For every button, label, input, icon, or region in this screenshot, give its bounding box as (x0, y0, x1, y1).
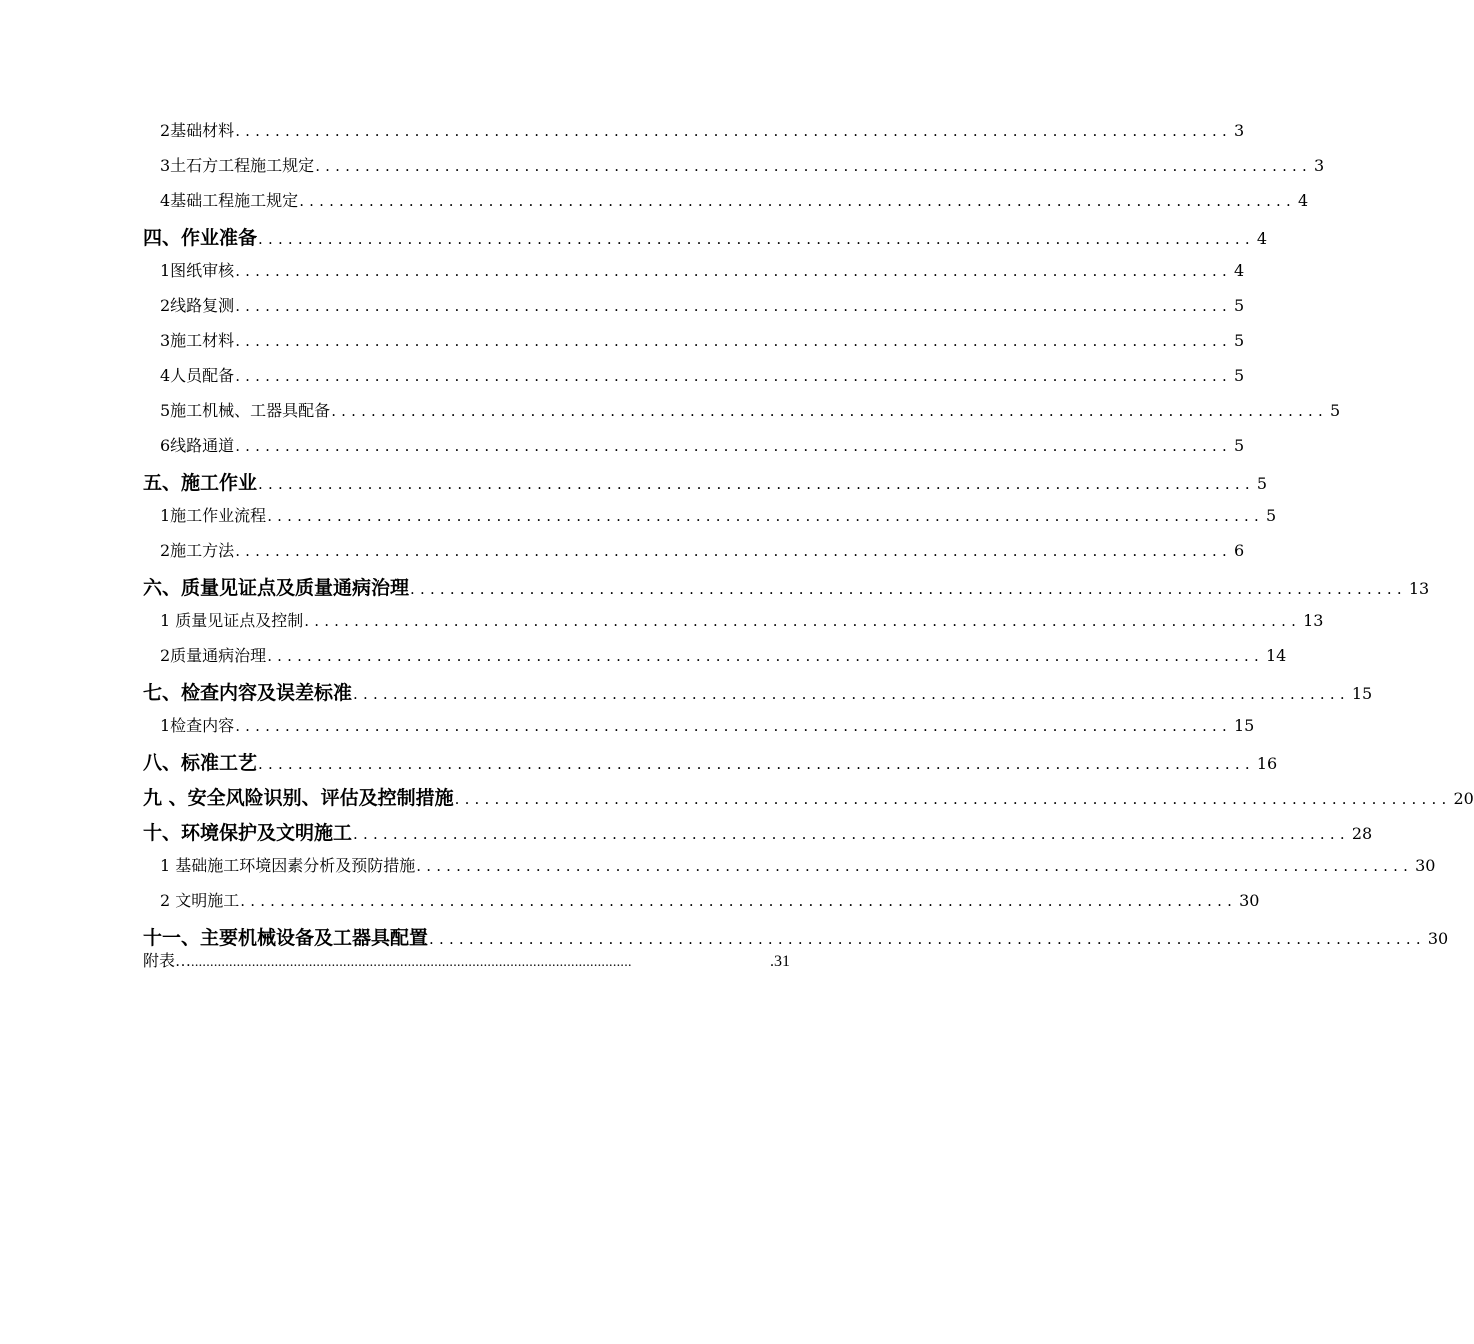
toc-appendix-label: 附表… (143, 953, 192, 970)
toc-entry[interactable] (143, 643, 1287, 678)
toc-leader-dots: .................................................................................................... (258, 755, 1255, 773)
toc-leader-dots: .................................................................................................... (235, 717, 1232, 735)
toc-page-number: 5 (1266, 506, 1277, 525)
toc-entry[interactable] (143, 293, 1245, 328)
toc-section-entry[interactable] (143, 223, 1268, 258)
toc-leader-dots: .................................................................................................... (410, 580, 1407, 598)
toc-entry-label: 2施工方法 (160, 541, 235, 560)
toc-page-number: 4 (1234, 261, 1245, 280)
toc-leader-dots: .................................................................................................... (235, 262, 1232, 280)
toc-page-number: 4 (1298, 191, 1309, 210)
toc-leader-dots: .................................................................................................... (267, 507, 1264, 525)
toc-entry-label: 2 文明施工 (160, 891, 240, 910)
toc-entry-label: 1 基础施工环境因素分析及预防措施 (160, 856, 416, 875)
toc-leader-dots: .................................................................................................... (304, 612, 1302, 630)
toc-entry-label: 1施工作业流程 (160, 506, 267, 525)
toc-leader-dots: .................................................................................................... (235, 297, 1232, 315)
toc-entry-label: 4人员配备 (160, 366, 235, 385)
toc-entry[interactable] (143, 153, 1325, 188)
toc-section-entry[interactable] (143, 573, 1430, 608)
toc-leader-dots: .................................................................................................... (353, 825, 1350, 843)
toc-page-number: 14 (1266, 646, 1287, 665)
toc-entry[interactable] (143, 853, 1436, 888)
toc-entry[interactable] (143, 118, 1245, 153)
toc-section-entry[interactable] (143, 748, 1278, 783)
toc-section-label: 七、检查内容及误差标准 (143, 682, 353, 704)
toc-leader-dots: .................................................................................................... (416, 857, 1414, 875)
toc-section-entry[interactable] (143, 678, 1373, 713)
toc-entry-label: 3土石方工程施工规定 (160, 156, 315, 175)
toc-page-number: 5 (1330, 401, 1341, 420)
toc-entry[interactable] (143, 503, 1277, 538)
toc-entry-label: 2质量通病治理 (160, 646, 267, 665)
toc-section-label: 十一、主要机械设备及工器具配置 (143, 927, 429, 949)
toc-leader-dots: .................................................................................................... (235, 332, 1232, 350)
toc-page-number: 5 (1234, 296, 1245, 315)
toc-page-number: 13 (1303, 611, 1324, 630)
toc-section-label: 九 、安全风险识别、评估及控制措施 (143, 787, 454, 809)
toc-entry[interactable] (143, 608, 1324, 643)
toc-entry-label: 6线路通道 (160, 436, 235, 455)
toc-entry-label: 2基础材料 (160, 121, 235, 140)
toc-section-label: 五、施工作业 (143, 472, 258, 494)
toc-leader-dots: .................................................................................................... (315, 157, 1312, 175)
toc-entry-label: 1图纸审核 (160, 261, 235, 280)
toc-page-number: 16 (1256, 754, 1278, 773)
toc-page-number: 5 (1234, 436, 1245, 455)
toc-section-label: 六、质量见证点及质量通病治理 (143, 577, 410, 599)
toc-leader-dots: .................................................................................................................... (191, 955, 632, 970)
toc-page-number: 3 (1314, 156, 1325, 175)
toc-entry-label: 5施工机械、工器具配备 (160, 401, 331, 420)
toc-leader-dots: .................................................................................................... (235, 437, 1232, 455)
toc-page-number: 5 (1234, 366, 1245, 385)
toc-page-number: 3 (1234, 121, 1245, 140)
toc-entry[interactable] (143, 433, 1245, 468)
toc-page-number: 6 (1234, 541, 1245, 560)
toc-page-number: 5 (1234, 331, 1245, 350)
toc-appendix-entry[interactable] (143, 948, 808, 968)
toc-leader-dots: .................................................................................................... (240, 892, 1238, 910)
toc-entry-label: 1检查内容 (160, 716, 235, 735)
toc-leader-dots: .................................................................................................... (235, 367, 1232, 385)
toc-entry[interactable] (143, 363, 1245, 398)
toc-page-number: 20 (1453, 789, 1474, 808)
toc-section-label: 四、作业准备 (143, 227, 258, 249)
toc-page-number: 28 (1351, 824, 1373, 843)
toc-entry[interactable] (143, 713, 1255, 748)
toc-section-entry[interactable] (143, 783, 1474, 818)
toc-leader-dots: .................................................................................................... (267, 647, 1264, 665)
toc-page-number: 30 (1427, 929, 1449, 948)
toc-entry[interactable] (143, 328, 1245, 363)
toc-entry[interactable] (143, 888, 1260, 923)
table-of-contents (143, 118, 1474, 970)
toc-entry-label: 4基础工程施工规定 (160, 191, 299, 210)
toc-leader-dots: .................................................................................................... (258, 475, 1255, 493)
toc-leader-dots: .................................................................................................... (353, 685, 1350, 703)
toc-page-number: 30 (1239, 891, 1260, 910)
toc-leader-dots: .................................................................................................... (299, 192, 1296, 210)
toc-section-entry[interactable] (143, 818, 1373, 853)
toc-page-number: 4 (1256, 229, 1268, 248)
toc-section-entry[interactable] (143, 468, 1268, 503)
toc-entry[interactable] (143, 188, 1309, 223)
toc-page-number: 15 (1234, 716, 1255, 735)
toc-section-label: 十、环境保护及文明施工 (143, 822, 353, 844)
toc-leader-dots: .................................................................................................... (454, 790, 1452, 808)
toc-page-number: 15 (1351, 684, 1373, 703)
toc-leader-dots: .................................................................................................... (235, 122, 1232, 140)
toc-section-label: 八、标准工艺 (143, 752, 258, 774)
toc-entry-label: 1 质量见证点及控制 (160, 611, 304, 630)
toc-entry[interactable] (143, 398, 1341, 433)
toc-entry[interactable] (143, 258, 1245, 293)
toc-entry[interactable] (143, 538, 1245, 573)
toc-leader-dots: .................................................................................................... (258, 230, 1255, 248)
toc-leader-dots: .................................................................................................... (331, 402, 1328, 420)
toc-leader-dots: .................................................................................................... (235, 542, 1232, 560)
toc-leader-dots: .................................................................................................... (429, 930, 1426, 948)
toc-entry-label: 2线路复测 (160, 296, 235, 315)
toc-page-number: 5 (1256, 474, 1268, 493)
toc-page-number: 30 (1415, 856, 1436, 875)
toc-page-number: .31 (770, 953, 790, 970)
toc-entry-label: 3施工材料 (160, 331, 235, 350)
toc-page-number: 13 (1408, 579, 1430, 598)
